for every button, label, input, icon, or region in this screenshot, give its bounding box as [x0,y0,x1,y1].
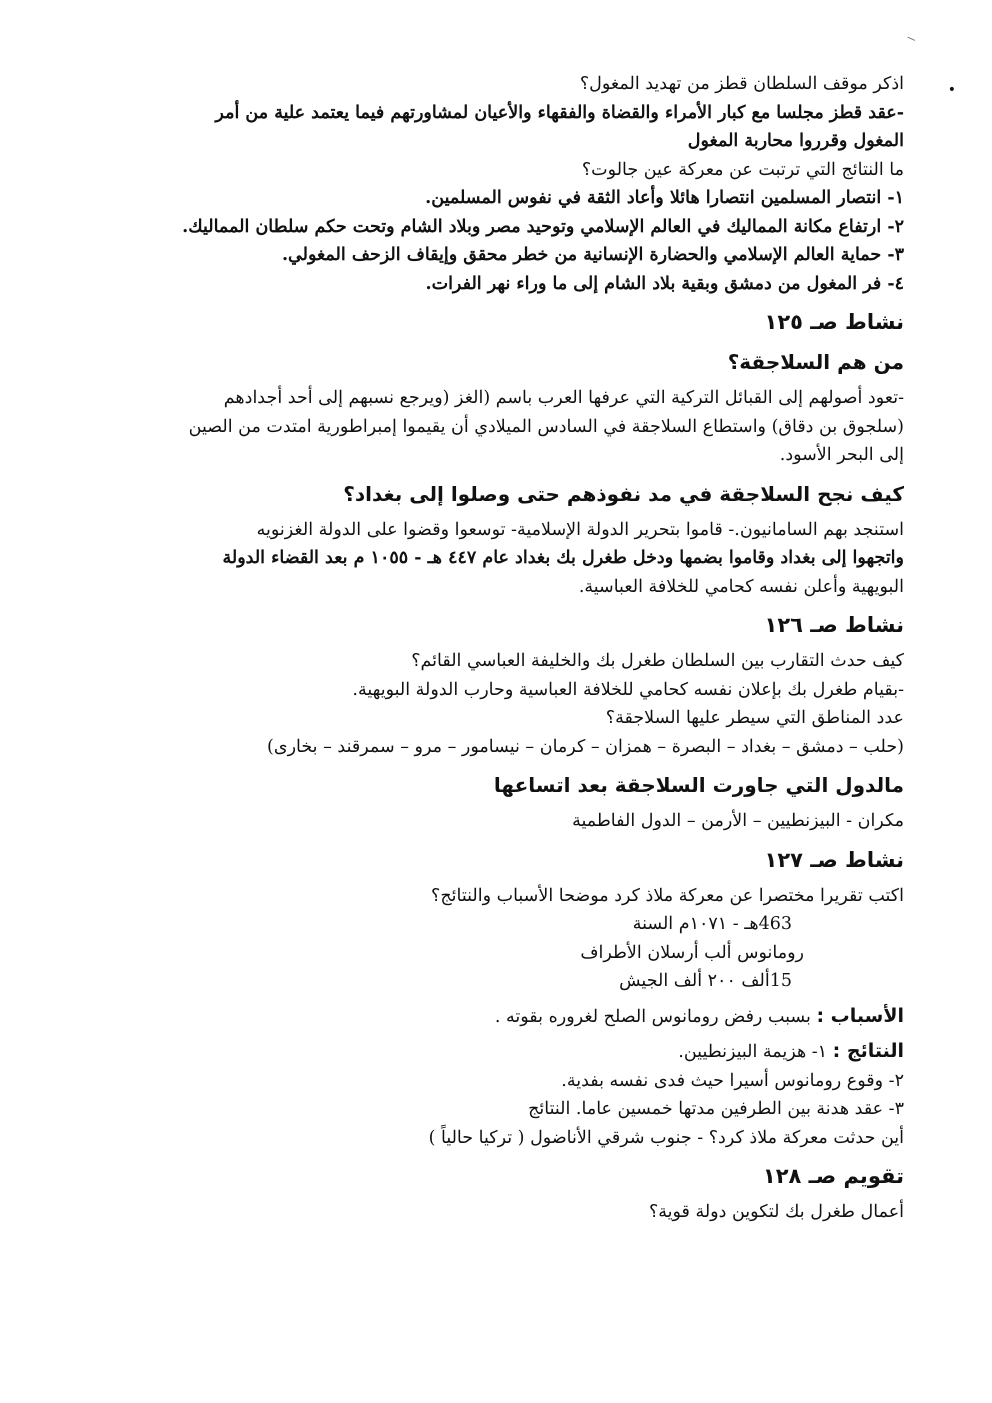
section-evaluation-128 [70,1160,904,1227]
results-first: ١- هزيمة البيزنطيين. [678,1042,833,1062]
report-army: 15ألف ٢٠٠ ألف الجيش [619,971,792,991]
bullet-mark: • [947,82,956,98]
answer-regions: (حلب – دمشق – بغداد – البصرة – همزان – كرمان – نيسامور – مرو – سمرقند – بخارى) [267,736,904,757]
answer-seljuks-line3: إلى البحر الأسود. [779,445,904,465]
results-item: ٢- وقوع رومانوس أسيرا حيث فدى نفسه بفدية. [561,1070,904,1091]
heading-activity-127: نشاط صـ ١٢٧ [764,847,904,872]
question-ain-jalut: ما النتائج التي ترتبت عن معركة عين جالوت؟ [581,159,904,180]
heading-activity-126: نشاط صـ ١٢٦ [764,613,904,637]
question-qutuz: اذكر موقف السلطان قطز من تهديد المغول؟ [579,74,904,94]
answer-neighbors: مكران - البيزنطيين – الأرمن – الدول الفاطمية [572,811,904,831]
answer-rapprochement: -بقيام طغرل بك بإعلان نفسه كحامي للخلافة العباسية وحارب الدولة البويهية. [352,679,904,700]
result-item: ٢- ارتفاع مكانة المماليك في العالم الإسلامي وتوحيد مصر وبلاد الشام وتحت حكم سلطان المماليك. [182,216,904,237]
result-item: ١- انتصار المسلمين انتصارا هائلا وأعاد الثقة في نفوس المسلمين. [425,188,904,208]
section-activity-126 [70,609,904,836]
report-causes [70,1002,904,1032]
results-item: ٣- عقد هدنة بين الطرفين مدتها خمسين عاما. النتائج [528,1099,904,1119]
heading-evaluation-128: تقويم صـ ١٢٨ [762,1164,904,1188]
report-sides: رومانوس ألب أرسلان الأطراف [580,942,804,963]
question-seljuks: من هم السلاجقة؟ [727,350,904,374]
report-results [70,1037,904,1067]
scan-mark [905,37,915,47]
answer-qutuz-line1: -عقد قطز مجلسا مع كبار الأمراء والقضاة والفقهاء والأعيان لمشاورتهم فيما يعتمد علية من أمر [215,102,904,123]
question-location: أين حدثت معركة ملاذ كرد؟ - جنوب شرقي الأناضول ( تركيا حالياً ) [428,1127,904,1148]
section-activity-127 [70,844,904,1153]
causes-label: الأسباب : [816,1004,904,1027]
answer-baghdad-line1: استنجد بهم السامانيون.- قاموا بتحرير الدولة الإسلامية- توسعوا وقضوا على الدولة الغزنويه [256,519,904,540]
section-qutuz [70,70,904,298]
answer-baghdad-line2: واتجهوا إلى بغداد وقاموا بضمها ودخل طغرل بك بغداد عام ٤٤٧ هـ - ١٠٥٥ م بعد القضاء الدولة [222,548,904,568]
question-rapprochement: كيف حدث التقارب بين السلطان طغرل بك والخليفة العباسي القائم؟ [411,651,904,671]
section-activity-125 [70,306,904,601]
question-tughril: أعمال طغرل بك لتكوين دولة قوية؟ [648,1202,904,1222]
heading-activity-125: نشاط صـ ١٢٥ [764,310,904,334]
result-item: ٤- فر المغول من دمشق وبقية بلاد الشام إلى ما وراء نهر الفرات. [425,273,904,294]
question-baghdad: كيف نجح السلاجقة في مد نفوذهم حتى وصلوا إلى بغداد؟ [343,481,904,506]
results-label: النتائج : [832,1040,904,1062]
question-neighbors: مالدول التي جاورت السلاجقة بعد اتساعها [493,773,904,797]
report-year: 463هـ - ١٠٧١م السنة [632,914,792,934]
answer-qutuz-line2: المغول وقرروا محاربة المغول [687,131,904,151]
answer-seljuks-line2: (سلجوق بن دقاق) واستطاع السلاجقة في السادس الميلادي أن يقيموا إمبراطورية امتدت من الصين [188,416,904,437]
result-item: ٣- حماية العالم الإسلامي والحضارة الإنسانية من خطر محقق وإيقاف الزحف المغولي. [281,245,904,265]
causes-text: بسبب رفض رومانوس الصلح لغروره بقوته . [494,1006,817,1027]
answer-baghdad-line3: البويهية وأعلن نفسه كحامي للخلافة العباسية. [578,576,904,597]
answer-seljuks-line1: -تعود أصولهم إلى القبائل التركية التي عرفها العرب باسم (الغز (ويرجع نسبهم إلى أحد أجدادهم [223,388,904,408]
question-manzikert: اكتب تقريرا مختصرا عن معركة ملاذ كرد موضحا الأسباب والنتائج؟ [431,885,904,906]
document-page [70,70,904,1227]
question-regions: عدد المناطق التي سيطر عليها السلاجقة؟ [605,708,904,728]
